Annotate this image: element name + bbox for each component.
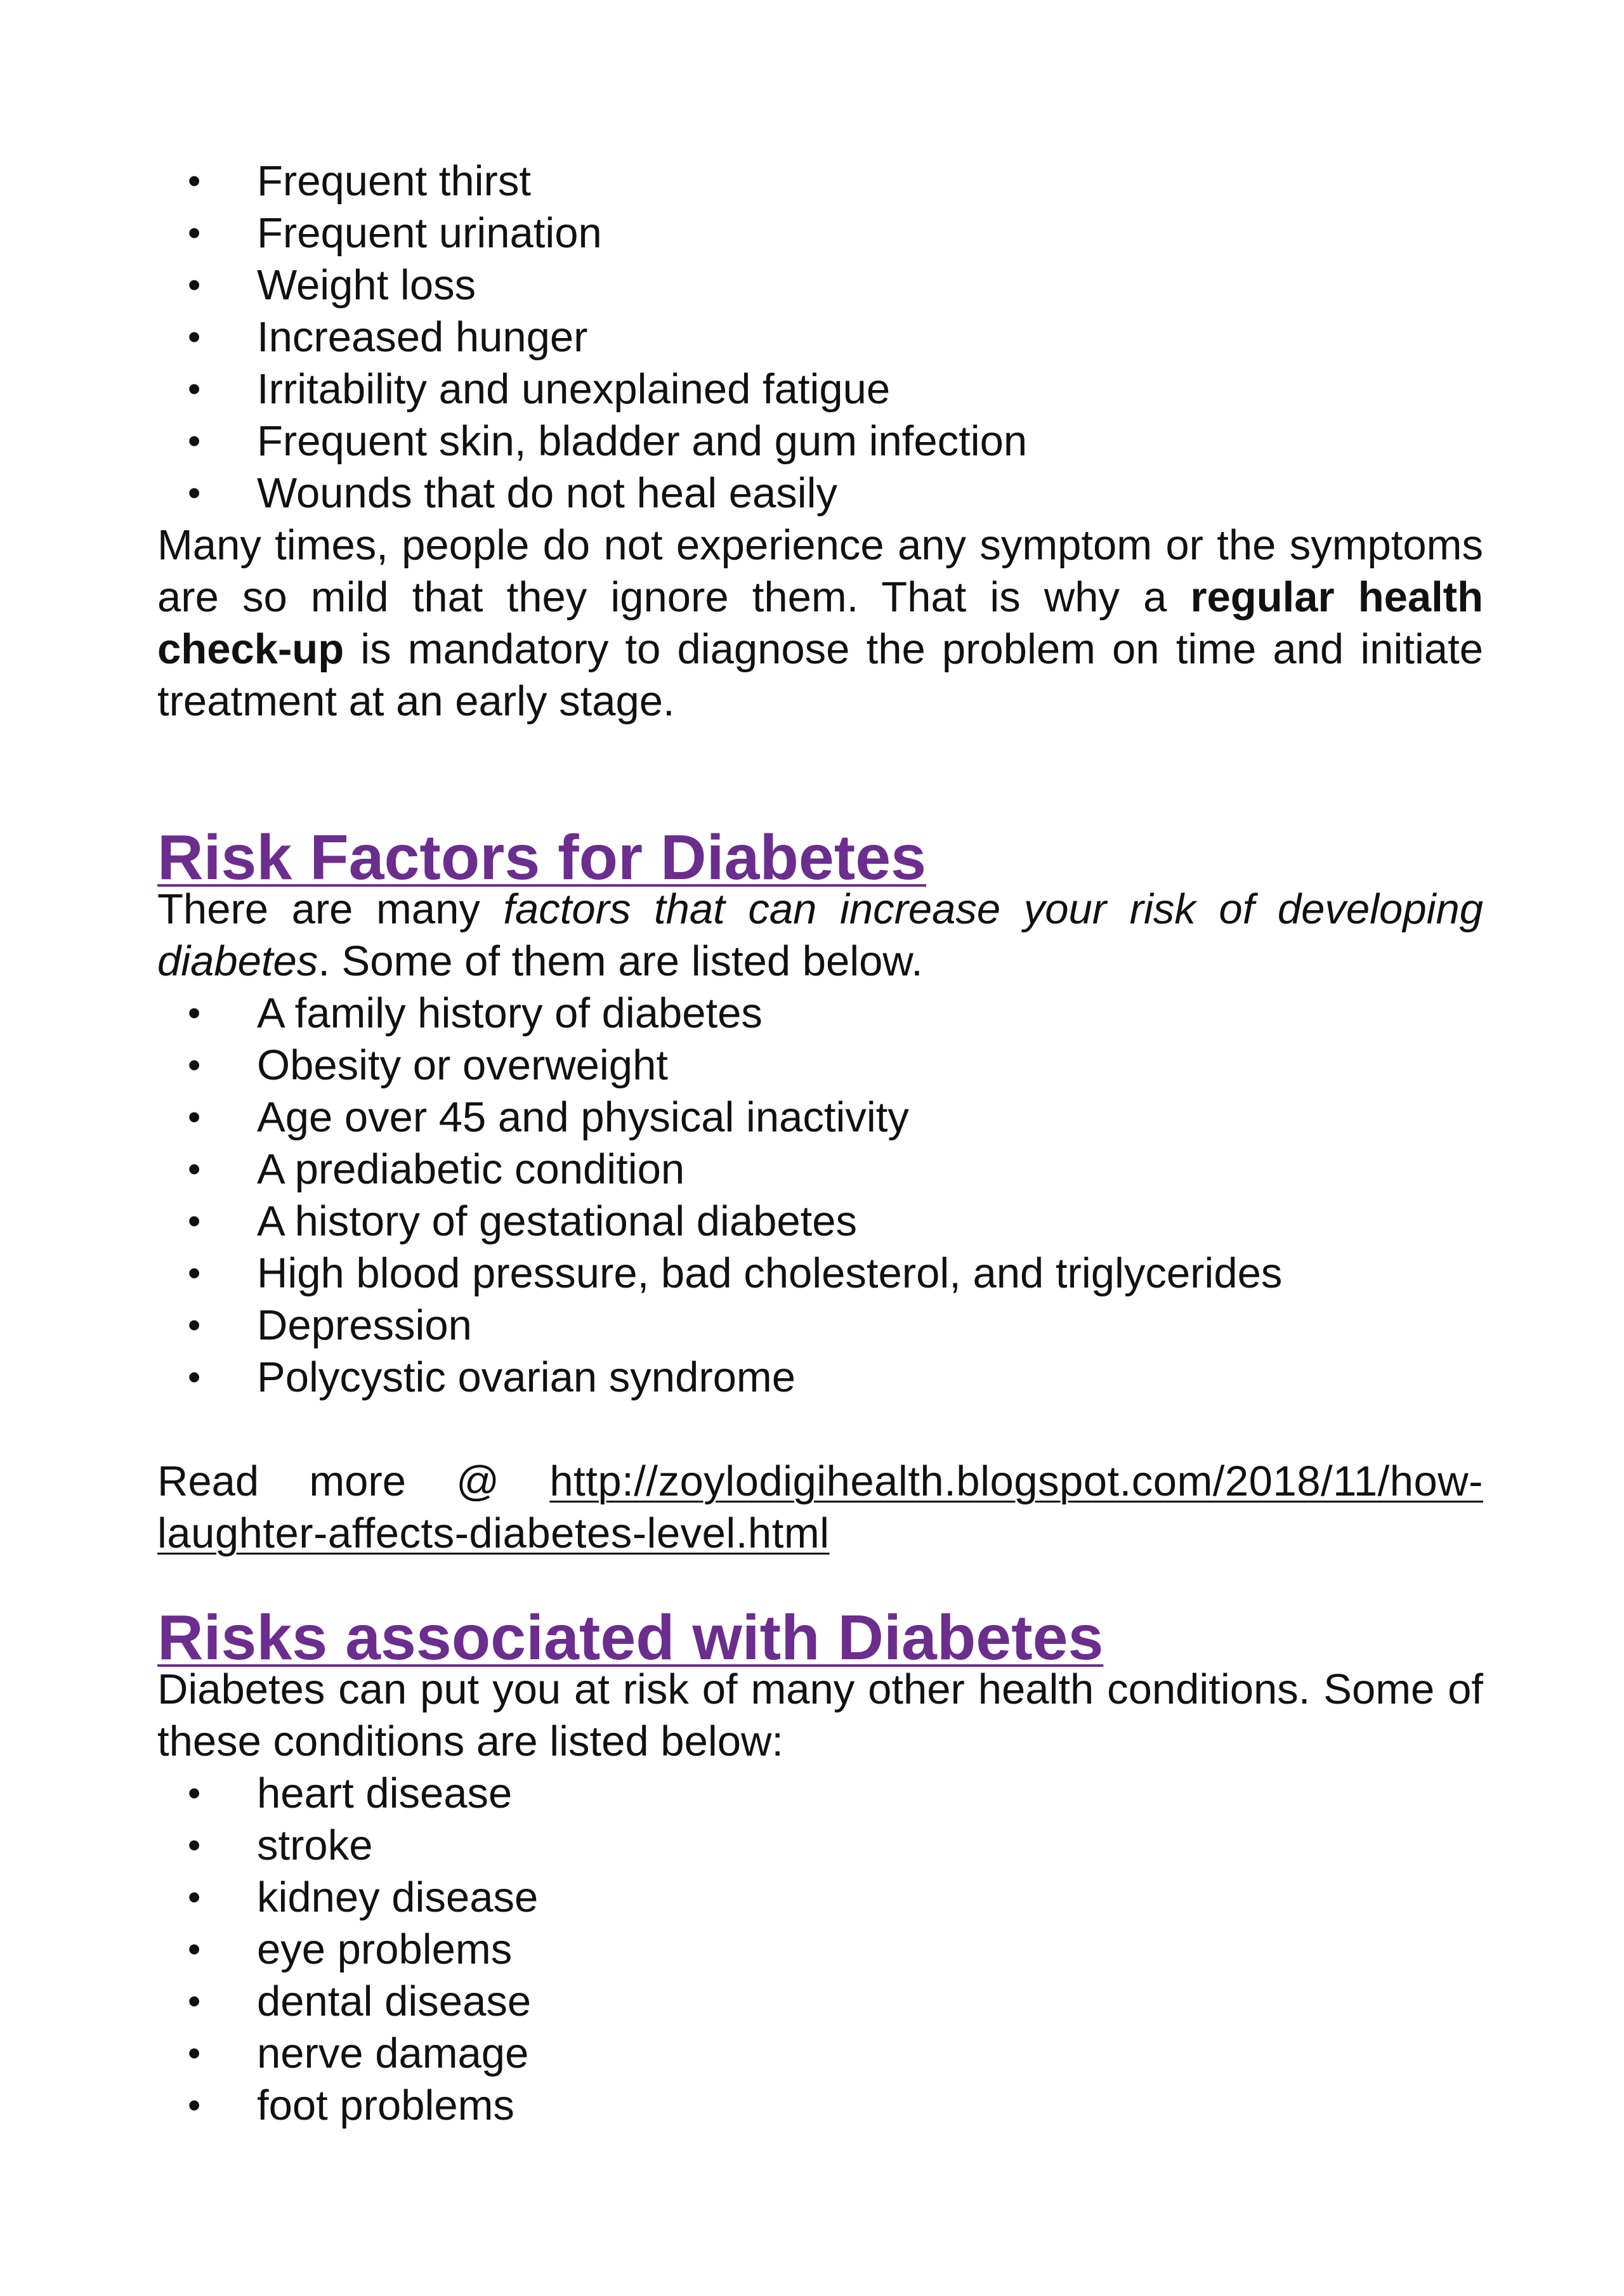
bullet-icon: • [188,1981,201,2022]
bullet-icon: • [188,2085,201,2126]
risks-associated-intro: Diabetes can put you at risk of many other health conditions. Some of these conditions are listed below: [157,1666,1483,1765]
list-item: • Weight loss [157,259,1483,311]
list-item: • Wounds that do not heal easily [157,467,1483,519]
symptoms-list [157,155,1483,519]
list-item: • Frequent urination [157,207,1483,259]
bullet-icon: • [188,1357,201,1398]
bullet-icon: • [188,160,201,202]
list-item: • Increased hunger [157,311,1483,363]
list-item: • A history of gestational diabetes [157,1196,1483,1248]
bullet-icon: • [188,316,201,358]
list-item: • heart disease [157,1768,1483,1820]
risk-factors-intro: There are many factors that can increase your risk of developing diabetes. Some of them are listed below. [157,885,1483,985]
bullet-icon: • [188,1097,201,1138]
list-item: • Frequent thirst [157,155,1483,207]
bullet-icon: • [188,1149,201,1190]
bullet-icon: • [188,1253,201,1294]
bullet-icon: • [188,1877,201,1918]
read-more-link[interactable]: http://zoylodigihealth.blogspot.com/2018/11/how-laughter-affects-diabetes-level.html [157,1458,1483,1557]
section-spacer [157,1404,1483,1456]
list-item: • nerve damage [157,2028,1483,2080]
bullet-icon: • [188,1201,201,1242]
risk-factors-list [157,988,1483,1404]
read-more-label: Read more @ [157,1458,500,1505]
list-item: • eye problems [157,1924,1483,1976]
list-item: • High blood pressure, bad cholesterol, and triglycerides [157,1248,1483,1300]
bullet-icon: • [188,1929,201,1970]
risks-associated-list [157,1768,1483,2132]
list-item: • Obesity or overweight [157,1040,1483,1092]
list-item: • A family history of diabetes [157,988,1483,1040]
bullet-icon: • [188,1045,201,1086]
bullet-icon: • [188,264,201,306]
bullet-icon: • [188,1305,201,1346]
bullet-icon: • [188,473,201,514]
list-item: • kidney disease [157,1872,1483,1924]
emphasis-bold: regular health check-up [157,573,1483,673]
bullet-icon: • [188,1773,201,1814]
list-item: • Irritability and unexplained fatigue [157,363,1483,415]
list-item: • stroke [157,1820,1483,1872]
bullet-icon: • [188,369,201,410]
list-item: • foot problems [157,2080,1483,2132]
bullet-icon: • [188,2033,201,2074]
document-page [157,155,1483,2132]
list-item: • Depression [157,1300,1483,1352]
bullet-icon: • [188,212,201,254]
symptoms-paragraph: Many times, people do not experience any symptom or the symptoms are so mild that they ignore them. That is why a regular health check-up is mandatory to diagnose the problem on time and initiate treatment at an early stage. [157,521,1483,725]
bullet-icon: • [188,421,201,462]
read-more-line [157,1456,1483,1560]
bullet-icon: • [188,1825,201,1866]
list-item: • dental disease [157,1976,1483,2028]
list-item: • Age over 45 and physical inactivity [157,1092,1483,1144]
risk-factors-heading: Risk Factors for Diabetes [157,822,926,893]
section-spacer [157,727,1483,832]
emphasis-italic: factors that can increase your risk of developing diabetes [157,885,1483,985]
risks-associated-heading: Risks associated with Diabetes [157,1602,1104,1673]
list-item: • Polycystic ovarian syndrome [157,1352,1483,1404]
list-item: • A prediabetic condition [157,1144,1483,1196]
list-item: • Frequent skin, bladder and gum infection [157,415,1483,467]
bullet-icon: • [188,993,201,1034]
